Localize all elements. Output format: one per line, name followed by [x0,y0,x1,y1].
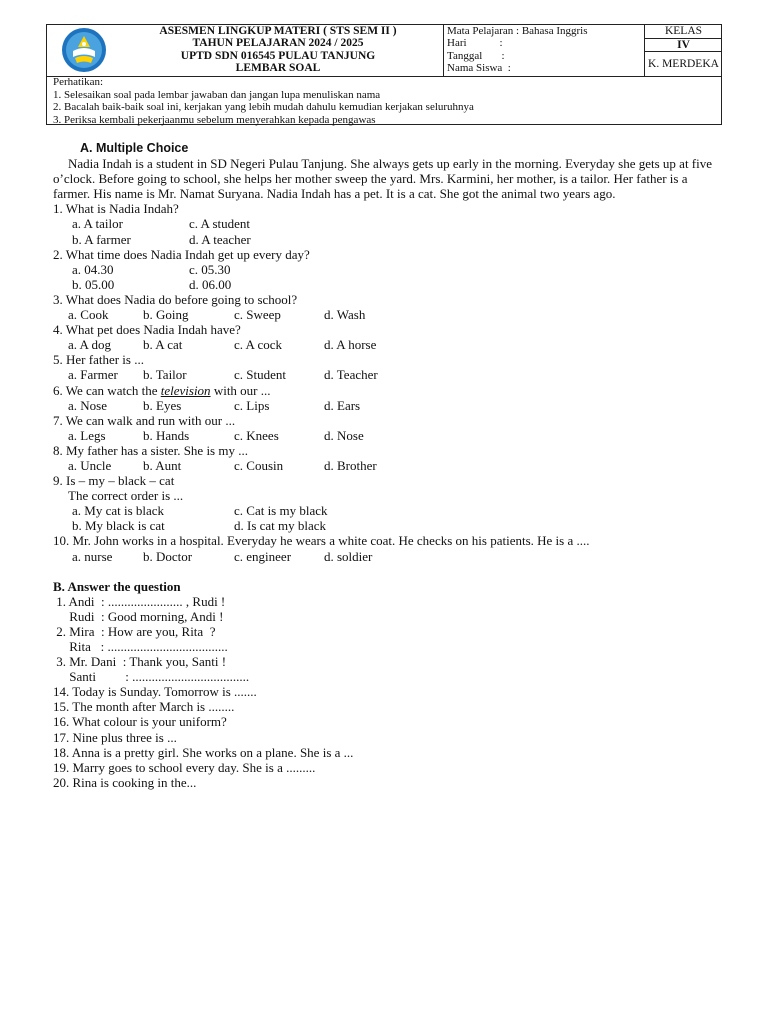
essay-line: Santi : .................................... [53,669,250,685]
option-row [53,518,725,533]
option-4b: b. A cat [143,337,183,353]
essay-line: 1. Andi : ....................... , Rudi ! [53,593,226,609]
info-subject: Mata Pelajaran : Bahasa Inggris [447,25,588,37]
question-9: 9. Is – my – black – cat [53,473,175,489]
essay-line: 2. Mira : How are you, Rita ? [53,623,216,639]
option-4d: d. A horse [324,337,377,353]
essay-line: 17. Nine plus three is ... [53,729,177,745]
option-3d: d. Wash [324,307,366,323]
option-6a: a. Nose [68,397,107,413]
instruction-heading: Perhatikan: [53,76,104,88]
option-row [53,262,725,277]
option-row [53,216,725,231]
essay-line: 20. Rina is cooking in the... [53,774,197,790]
option-1d: d. A teacher [189,231,251,247]
option-10a: a. nurse [72,548,113,564]
option-5c: c. Student [234,367,286,383]
option-row [53,503,725,518]
student-info-block [444,25,644,76]
option-8d: d. Brother [324,457,377,473]
section-b-title: B. Answer the question [53,578,181,594]
info-day: Hari : [447,37,503,50]
question-10: 10. Mr. John works in a hospital. Everyday he wears a white coat. He checks on his patients. He is a .... [53,533,590,549]
option-2c: c. 05.30 [189,261,231,277]
title-line-1: ASESMEN LINGKUP MATERI ( STS SEM II ) [159,25,397,37]
instruction-1: 1. Selesaikan soal pada lembar jawaban dan jangan lupa menuliskan nama [53,88,381,101]
info-student-name: Nama Siswa : [447,61,511,74]
question-9-prompt: The correct order is ... [68,488,184,504]
option-8a: a. Uncle [68,457,112,473]
curriculum-label: K. MERDEKA [648,58,719,70]
question-6-post: with our ... [210,382,271,398]
question-8: 8. My father has a sister. She is my ... [53,442,248,458]
instructions [53,76,474,126]
option-row [53,549,725,564]
exam-title-block [113,25,444,76]
option-9c: c. Cat is my black [234,503,328,519]
exam-header [46,24,722,125]
option-2a: a. 04.30 [72,261,114,277]
section-a-title: A. Multiple Choice [80,141,189,155]
option-3b: b. Going [143,307,189,323]
option-3a: a. Cook [68,307,109,323]
option-4a: a. A dog [68,337,111,353]
class-value: IV [645,39,722,52]
class-block [644,25,722,76]
option-4c: c. A cock [234,337,283,353]
option-2d: d. 06.00 [189,276,232,292]
tut-wuri-handayani-logo-icon [57,27,111,73]
question-2: 2. What time does Nadia Indah get up every day? [53,246,310,262]
essay-line: 18. Anna is a pretty girl. She works on a plane. She is a ... [53,744,354,760]
option-6d: d. Ears [324,397,361,413]
exam-content [53,141,725,790]
option-row [53,307,725,322]
option-row [53,398,725,413]
option-7a: a. Legs [68,427,106,443]
option-9a: a. My cat is black [72,503,165,519]
question-1: 1. What is Nadia Indah? [53,201,179,217]
option-5d: d. Teacher [324,367,378,383]
option-row [53,277,725,292]
title-line-4: LEMBAR SOAL [235,61,321,74]
essay-line: 14. Today is Sunday. Tomorrow is ....... [53,684,257,700]
option-row [53,232,725,247]
option-5b: b. Tailor [143,367,187,383]
title-line-2: TAHUN PELAJARAN 2024 / 2025 [192,37,364,50]
option-row [53,458,725,473]
option-1a: a. A tailor [72,216,123,232]
option-9d: d. Is cat my black [234,518,327,534]
question-3: 3. What does Nadia do before going to school? [53,291,298,307]
option-8c: c. Cousin [234,457,284,473]
option-7d: d. Nose [324,427,364,443]
option-7c: c. Knees [234,427,279,443]
option-6c: c. Lips [234,397,270,413]
question-4: 4. What pet does Nadia Indah have? [53,322,241,338]
option-5a: a. Farmer [68,367,118,383]
option-2b: b. 05.00 [72,276,115,292]
option-1c: c. A student [189,216,251,232]
header-top-row [47,25,721,77]
essay-line: 15. The month after March is ........ [53,699,235,715]
question-6-keyword: television [160,382,211,398]
reading-passage: Nadia Indah is a student in SD Negeri Pulau Tanjung. She always gets up early in the morning. Everyday she gets up at five o’clock. Before going to school, she helps her mother sweep the yard. Mrs. Karmini, her mother, is a tailor. Her father is a farmer. His name is Mr. Namat Suryana. Nadia Indah has a pet. It is a cat. She got the animal two years ago. [53,156,713,202]
option-6b: b. Eyes [143,397,182,413]
essay-line: 16. What colour is your uniform? [53,714,227,730]
option-3c: c. Sweep [234,307,281,323]
option-row [53,428,725,443]
instruction-2: 2. Bacalah baik-baik soal ini, kerjakan yang lebih mudah dahulu kemudian kerjakan seluruhnya [53,101,474,114]
option-8b: b. Aunt [143,457,182,473]
option-1b: b. A farmer [72,231,131,247]
question-7: 7. We can walk and run with our ... [53,412,236,428]
info-date: Tanggal : [447,49,505,62]
essay-line: 3. Mr. Dani : Thank you, Santi ! [53,654,227,670]
essay-line: 19. Marry goes to school every day. She is a ......... [53,759,316,775]
option-7b: b. Hands [143,427,190,443]
option-10b: b. Doctor [143,548,193,564]
essay-line: Rita : ..................................... [53,639,228,654]
option-row [53,337,725,352]
title-line-3: UPTD SDN 016545 PULAU TANJUNG [180,49,376,62]
option-row [53,367,725,382]
question-6 [53,383,725,398]
instruction-3: 3. Periksa kembali pekerjaanmu sebelum menyerahkan kepada pengawas [53,113,376,126]
option-9b: b. My black is cat [72,518,165,534]
option-10c: c. engineer [234,548,292,564]
question-5: 5. Her father is ... [53,352,144,368]
essay-line: Rudi : Good morning, Andi ! [53,608,224,624]
option-10d: d. soldier [324,548,373,564]
question-6-pre: 6. We can watch the [53,382,161,398]
class-label: KELAS [645,25,722,39]
spacer [53,564,725,579]
